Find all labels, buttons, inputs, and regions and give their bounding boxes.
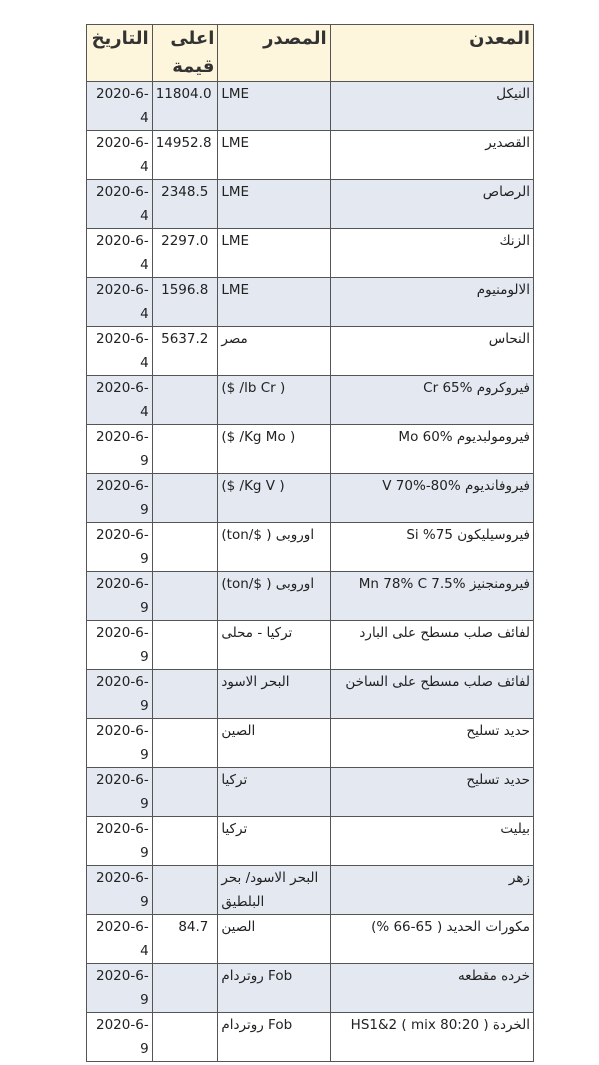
source-cell <box>218 425 330 474</box>
date-cell-text: 2020-6-9 <box>96 723 149 763</box>
max-value-cell <box>152 866 218 915</box>
metal-cell-text: النيكل <box>496 86 530 102</box>
table-body <box>87 82 534 1062</box>
table-row <box>87 1013 534 1062</box>
source-cell-text: تركيا - محلى <box>221 625 293 641</box>
metal-cell-text: فيرومولبديوم Mo 60% <box>398 429 530 445</box>
source-cell-text: ( Kg Mo/ $) <box>221 429 296 445</box>
metal-cell <box>330 719 533 768</box>
metal-cell-text: الرصاص <box>482 184 530 200</box>
header-max-label: اعلى قيمة <box>170 28 215 77</box>
date-cell-text: 2020-6-4 <box>96 380 149 420</box>
table-row <box>87 768 534 817</box>
date-cell <box>87 964 153 1013</box>
source-cell <box>218 915 330 964</box>
date-cell <box>87 376 153 425</box>
metal-cell-text: خرده مقطعه <box>457 968 530 984</box>
max-value-cell <box>152 131 218 180</box>
date-cell-text: 2020-6-4 <box>96 919 149 959</box>
date-cell <box>87 915 153 964</box>
source-cell <box>218 670 330 719</box>
table-row <box>87 425 534 474</box>
metal-cell <box>330 817 533 866</box>
date-cell-text: 2020-6-9 <box>96 772 149 812</box>
max-value-cell <box>152 229 218 278</box>
date-cell-text: 2020-6-9 <box>96 625 149 665</box>
metal-cell <box>330 572 533 621</box>
source-cell-text: Fob روتردام <box>221 1017 293 1033</box>
date-cell-text: 2020-6-4 <box>96 135 149 175</box>
max-value-cell <box>152 964 218 1013</box>
metal-cell <box>330 621 533 670</box>
metal-cell <box>330 229 533 278</box>
max-value-cell-text: 2348.5 <box>161 184 209 200</box>
source-cell-text: LME <box>221 282 250 298</box>
source-cell <box>218 278 330 327</box>
source-cell <box>218 866 330 915</box>
source-cell <box>218 82 330 131</box>
date-cell <box>87 621 153 670</box>
table-row <box>87 523 534 572</box>
metal-cell <box>330 376 533 425</box>
date-cell-text: 2020-6-4 <box>96 233 149 273</box>
source-cell-text: ( Kg V/ $) <box>221 478 285 494</box>
metal-cell-text: الالومنيوم <box>476 282 530 298</box>
source-cell-text: الصين <box>221 919 256 935</box>
date-cell-text: 2020-6-9 <box>96 674 149 714</box>
date-cell <box>87 474 153 523</box>
date-cell-text: 2020-6-4 <box>96 331 149 371</box>
metal-cell <box>330 131 533 180</box>
date-cell <box>87 327 153 376</box>
metal-cell <box>330 964 533 1013</box>
date-cell-text: 2020-6-9 <box>96 1017 149 1057</box>
metal-cell-text: بيليت <box>500 821 530 837</box>
source-cell-text: LME <box>221 135 250 151</box>
metal-cell <box>330 523 533 572</box>
metal-cell-text: زهر <box>508 870 530 886</box>
source-cell <box>218 964 330 1013</box>
metal-cell-text: القصدير <box>485 135 530 151</box>
date-cell-text: 2020-6-9 <box>96 429 149 469</box>
date-cell-text: 2020-6-4 <box>96 184 149 224</box>
source-cell-text: LME <box>221 86 250 102</box>
source-cell-text: البحر الاسود/ بحر البلطيق <box>221 870 319 910</box>
table-row <box>87 131 534 180</box>
source-cell-text: Fob روتردام <box>221 968 293 984</box>
source-cell-text: مصر <box>221 331 248 347</box>
date-cell <box>87 180 153 229</box>
table-row <box>87 229 534 278</box>
date-cell-text: 2020-6-9 <box>96 527 149 567</box>
source-cell-text: LME <box>221 184 250 200</box>
date-cell <box>87 768 153 817</box>
metal-cell-text: فيروسيليكون Si %75 <box>406 527 530 543</box>
metal-cell <box>330 180 533 229</box>
metal-prices-table <box>86 24 534 1062</box>
date-cell-text: 2020-6-9 <box>96 968 149 1008</box>
metal-cell <box>330 278 533 327</box>
max-value-cell <box>152 425 218 474</box>
date-cell <box>87 425 153 474</box>
date-cell-text: 2020-6-9 <box>96 576 149 616</box>
max-value-cell-text: 14952.8 <box>155 135 212 151</box>
max-value-cell <box>152 670 218 719</box>
header-max-value <box>152 25 218 82</box>
source-cell <box>218 523 330 572</box>
source-cell <box>218 180 330 229</box>
metal-cell <box>330 327 533 376</box>
table-row <box>87 964 534 1013</box>
max-value-cell <box>152 621 218 670</box>
source-cell <box>218 327 330 376</box>
max-value-cell <box>152 572 218 621</box>
max-value-cell <box>152 817 218 866</box>
metal-cell-text: الخردة HS1&2 ( mix 80:20 ) <box>350 1017 530 1033</box>
date-cell <box>87 817 153 866</box>
header-date: التاريخ <box>87 25 153 82</box>
metal-cell-text: فيرومنجنيز Mn 78% C 7.5% <box>358 576 530 592</box>
source-cell <box>218 719 330 768</box>
header-metal: المعدن <box>330 25 533 82</box>
table-row <box>87 915 534 964</box>
source-cell-text: تركيا <box>221 772 248 788</box>
table-row <box>87 572 534 621</box>
date-cell-text: 2020-6-4 <box>96 86 149 126</box>
source-cell <box>218 572 330 621</box>
source-cell-text: اوروبى ( $/ton) <box>221 527 315 543</box>
max-value-cell <box>152 474 218 523</box>
metal-cell <box>330 768 533 817</box>
date-cell <box>87 523 153 572</box>
date-cell <box>87 670 153 719</box>
metal-cell-text: لفائف صلب مسطح على البارد <box>359 625 530 641</box>
header-source: المصدر <box>218 25 330 82</box>
metal-cell <box>330 866 533 915</box>
metal-cell <box>330 915 533 964</box>
source-cell <box>218 1013 330 1062</box>
table-row <box>87 866 534 915</box>
table-row <box>87 376 534 425</box>
table-row <box>87 670 534 719</box>
date-cell <box>87 719 153 768</box>
max-value-cell <box>152 523 218 572</box>
date-cell <box>87 278 153 327</box>
source-cell-text: تركيا <box>221 821 248 837</box>
table-row <box>87 621 534 670</box>
table-row <box>87 180 534 229</box>
metal-cell-text: النحاس <box>488 331 530 347</box>
max-value-cell <box>152 376 218 425</box>
max-value-cell <box>152 768 218 817</box>
date-cell-text: 2020-6-9 <box>96 478 149 518</box>
metal-cell <box>330 1013 533 1062</box>
source-cell-text: الصين <box>221 723 256 739</box>
metal-cell-text: لفائف صلب مسطح على الساخن <box>345 674 530 690</box>
max-value-cell <box>152 719 218 768</box>
max-value-cell-text: 11804.0 <box>155 86 212 102</box>
metal-cell-text: الزنك <box>499 233 530 249</box>
metal-cell-text: حديد تسليح <box>466 772 530 788</box>
date-cell <box>87 1013 153 1062</box>
date-cell-text: 2020-6-9 <box>96 870 149 910</box>
date-cell <box>87 229 153 278</box>
table-row <box>87 474 534 523</box>
max-value-cell <box>152 180 218 229</box>
date-cell <box>87 82 153 131</box>
source-cell-text: ( lb Cr/ $) <box>221 380 286 396</box>
source-cell <box>218 768 330 817</box>
max-value-cell-text: 2297.0 <box>161 233 209 249</box>
date-cell-text: 2020-6-4 <box>96 282 149 322</box>
date-cell <box>87 131 153 180</box>
metal-cell <box>330 425 533 474</box>
source-cell-text: اوروبى ( $/ton) <box>221 576 315 592</box>
max-value-cell <box>152 278 218 327</box>
source-cell <box>218 131 330 180</box>
metal-cell <box>330 670 533 719</box>
table-row <box>87 719 534 768</box>
max-value-cell <box>152 1013 218 1062</box>
source-cell <box>218 229 330 278</box>
max-value-cell-text: 5637.2 <box>161 331 209 347</box>
header-row <box>87 25 534 82</box>
metal-cell-text: حديد تسليح <box>466 723 530 739</box>
table-row <box>87 278 534 327</box>
source-cell-text: البحر الاسود <box>221 674 290 690</box>
date-cell <box>87 572 153 621</box>
source-cell <box>218 621 330 670</box>
date-cell-text: 2020-6-9 <box>96 821 149 861</box>
max-value-cell-text: 1596.8 <box>161 282 209 298</box>
metal-cell-text: مكورات الحديد ( 65-66 %) <box>371 919 530 935</box>
source-cell <box>218 474 330 523</box>
date-cell <box>87 866 153 915</box>
table-row <box>87 327 534 376</box>
metal-cell <box>330 82 533 131</box>
table-row <box>87 82 534 131</box>
table-row <box>87 817 534 866</box>
metal-cell <box>330 474 533 523</box>
source-cell <box>218 376 330 425</box>
max-value-cell-text: 84.7 <box>178 919 209 935</box>
metal-cell-text: فيروكروم Cr 65% <box>423 380 530 396</box>
max-value-cell <box>152 915 218 964</box>
source-cell-text: LME <box>221 233 250 249</box>
source-cell <box>218 817 330 866</box>
max-value-cell <box>152 327 218 376</box>
metal-cell-text: فيروفانديوم V 70%-80% <box>382 478 530 494</box>
max-value-cell <box>152 82 218 131</box>
